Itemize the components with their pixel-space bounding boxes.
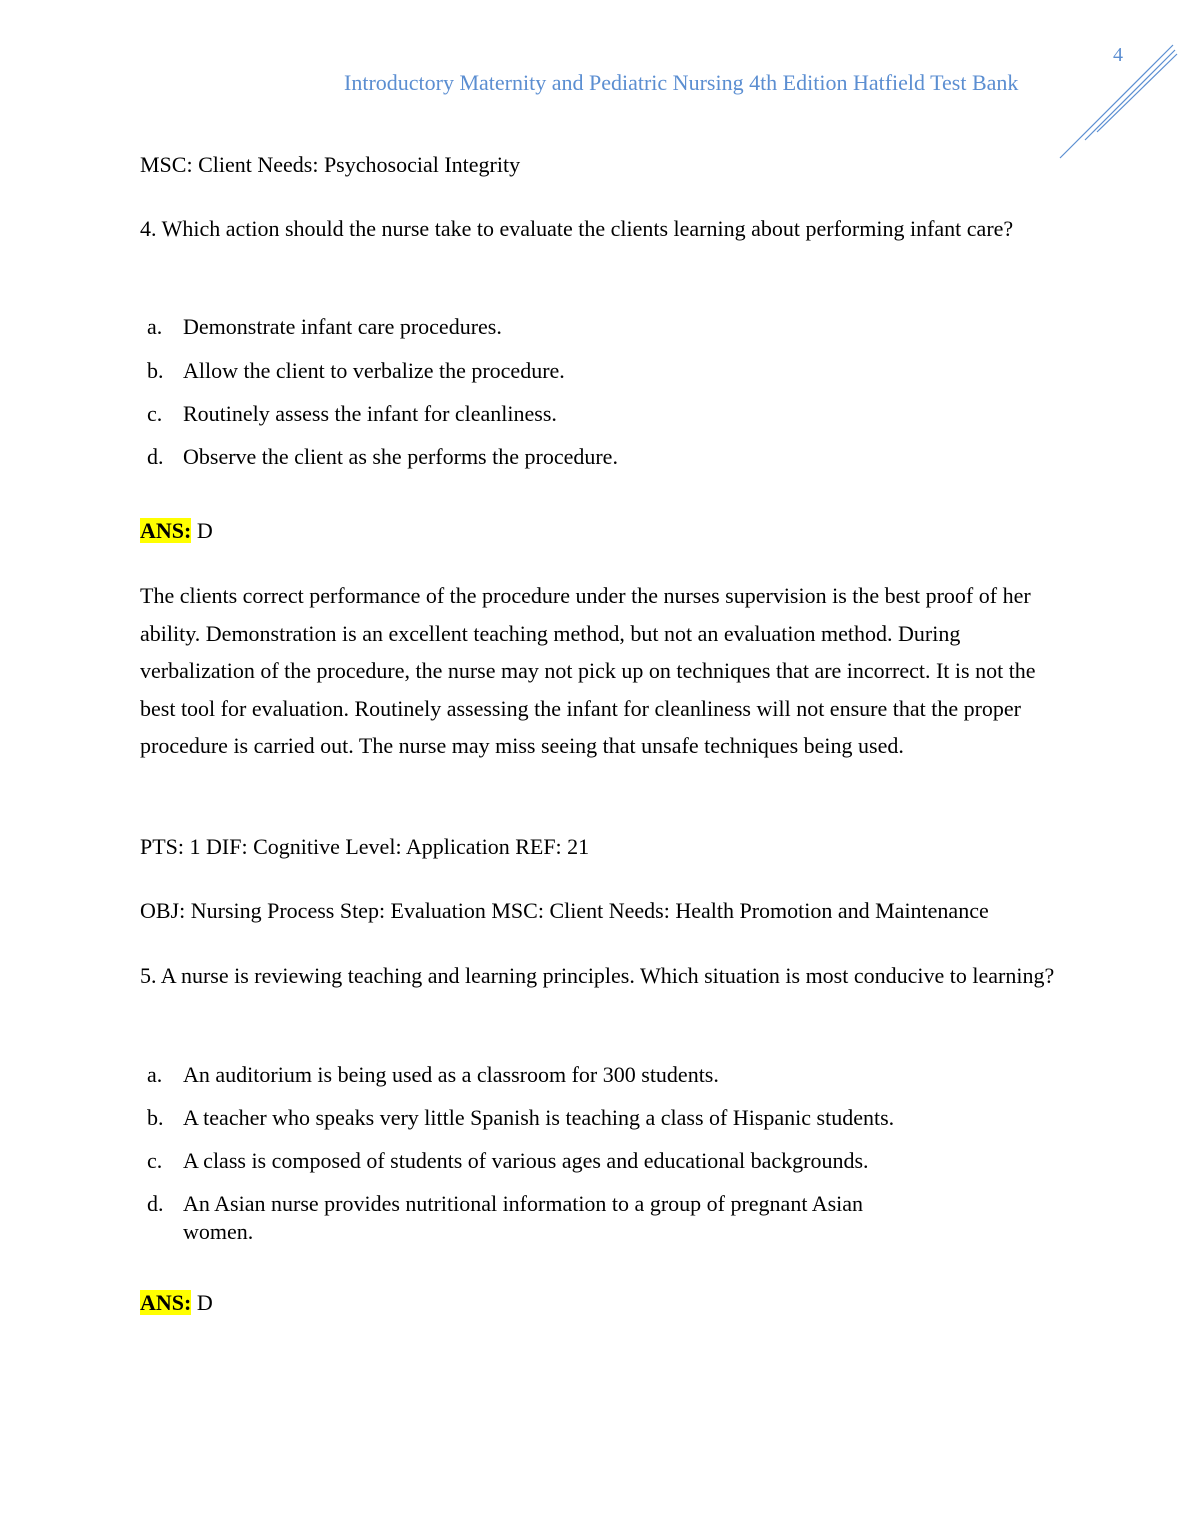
q4-option-c (140, 400, 920, 428)
option-letter: d. (147, 444, 164, 469)
option-text: Allow the client to verbalize the procedure. (183, 358, 565, 383)
option-text: Demonstrate infant care procedures. (183, 314, 502, 339)
msc-line: MSC: Client Needs: Psychosocial Integrity (140, 152, 521, 177)
q4-option-b (140, 357, 920, 385)
page-number: 4 (1113, 44, 1123, 66)
answer-label: ANS: (140, 1290, 192, 1315)
answer-value: D (191, 1290, 213, 1315)
option-letter: c. (147, 401, 163, 426)
option-text: Routinely assess the infant for cleanliness. (183, 401, 557, 426)
q5-option-b (140, 1104, 920, 1132)
option-letter: b. (147, 1105, 164, 1130)
option-letter: a. (147, 314, 163, 339)
q5-option-c (140, 1147, 920, 1175)
option-letter: c. (147, 1148, 163, 1173)
question-4: 4. Which action should the nurse take to evaluate the clients learning about performing infant care? (140, 216, 1014, 241)
option-text: A teacher who speaks very little Spanish is teaching a class of Hispanic students. (183, 1105, 895, 1130)
q5-answer (140, 1290, 213, 1316)
question-5: 5. A nurse is reviewing teaching and learning principles. Which situation is most conducive to learning? (140, 963, 1055, 988)
q4-answer (140, 518, 213, 544)
corner-line-mid (1085, 50, 1175, 140)
option-text: Observe the client as she performs the procedure. (183, 444, 618, 469)
option-text: An auditorium is being used as a classroom for 300 students. (183, 1062, 719, 1087)
q5-option-d (140, 1190, 920, 1246)
corner-decoration (1055, 40, 1180, 165)
answer-value: D (191, 518, 213, 543)
option-text: An Asian nurse provides nutritional information to a group of pregnant Asian women. (183, 1191, 864, 1244)
option-letter: a. (147, 1062, 163, 1087)
option-text: A class is composed of students of various ages and educational backgrounds. (183, 1148, 869, 1173)
corner-line-long (1060, 45, 1173, 158)
q4-option-a (140, 313, 920, 341)
q4-pts-line: PTS: 1 DIF: Cognitive Level: Application REF: 21 (140, 834, 590, 859)
q4-obj-line: OBJ: Nursing Process Step: Evaluation MSC: Client Needs: Health Promotion and Maintenance (140, 898, 989, 923)
option-letter: d. (147, 1191, 164, 1216)
q4-option-d (140, 443, 920, 471)
option-letter: b. (147, 358, 164, 383)
answer-label: ANS: (140, 518, 192, 543)
running-header-title: Introductory Maternity and Pediatric Nursing 4th Edition Hatfield Test Bank (344, 70, 1019, 95)
q5-option-a (140, 1061, 920, 1089)
q4-rationale: The clients correct performance of the procedure under the nurses supervision is the best proof of her ability. Demonstration is an excellent teaching method, but not an evaluation method. During verbalization of the procedure, the nurse may not pick up on techniques that are incorrect. It is not the best tool for evaluation. Routinely assessing the infant for cleanliness will not ensure that the proper procedure is carried out. The nurse may miss seeing that unsafe techniques being used. (140, 583, 1036, 758)
corner-line-short (1097, 54, 1177, 132)
